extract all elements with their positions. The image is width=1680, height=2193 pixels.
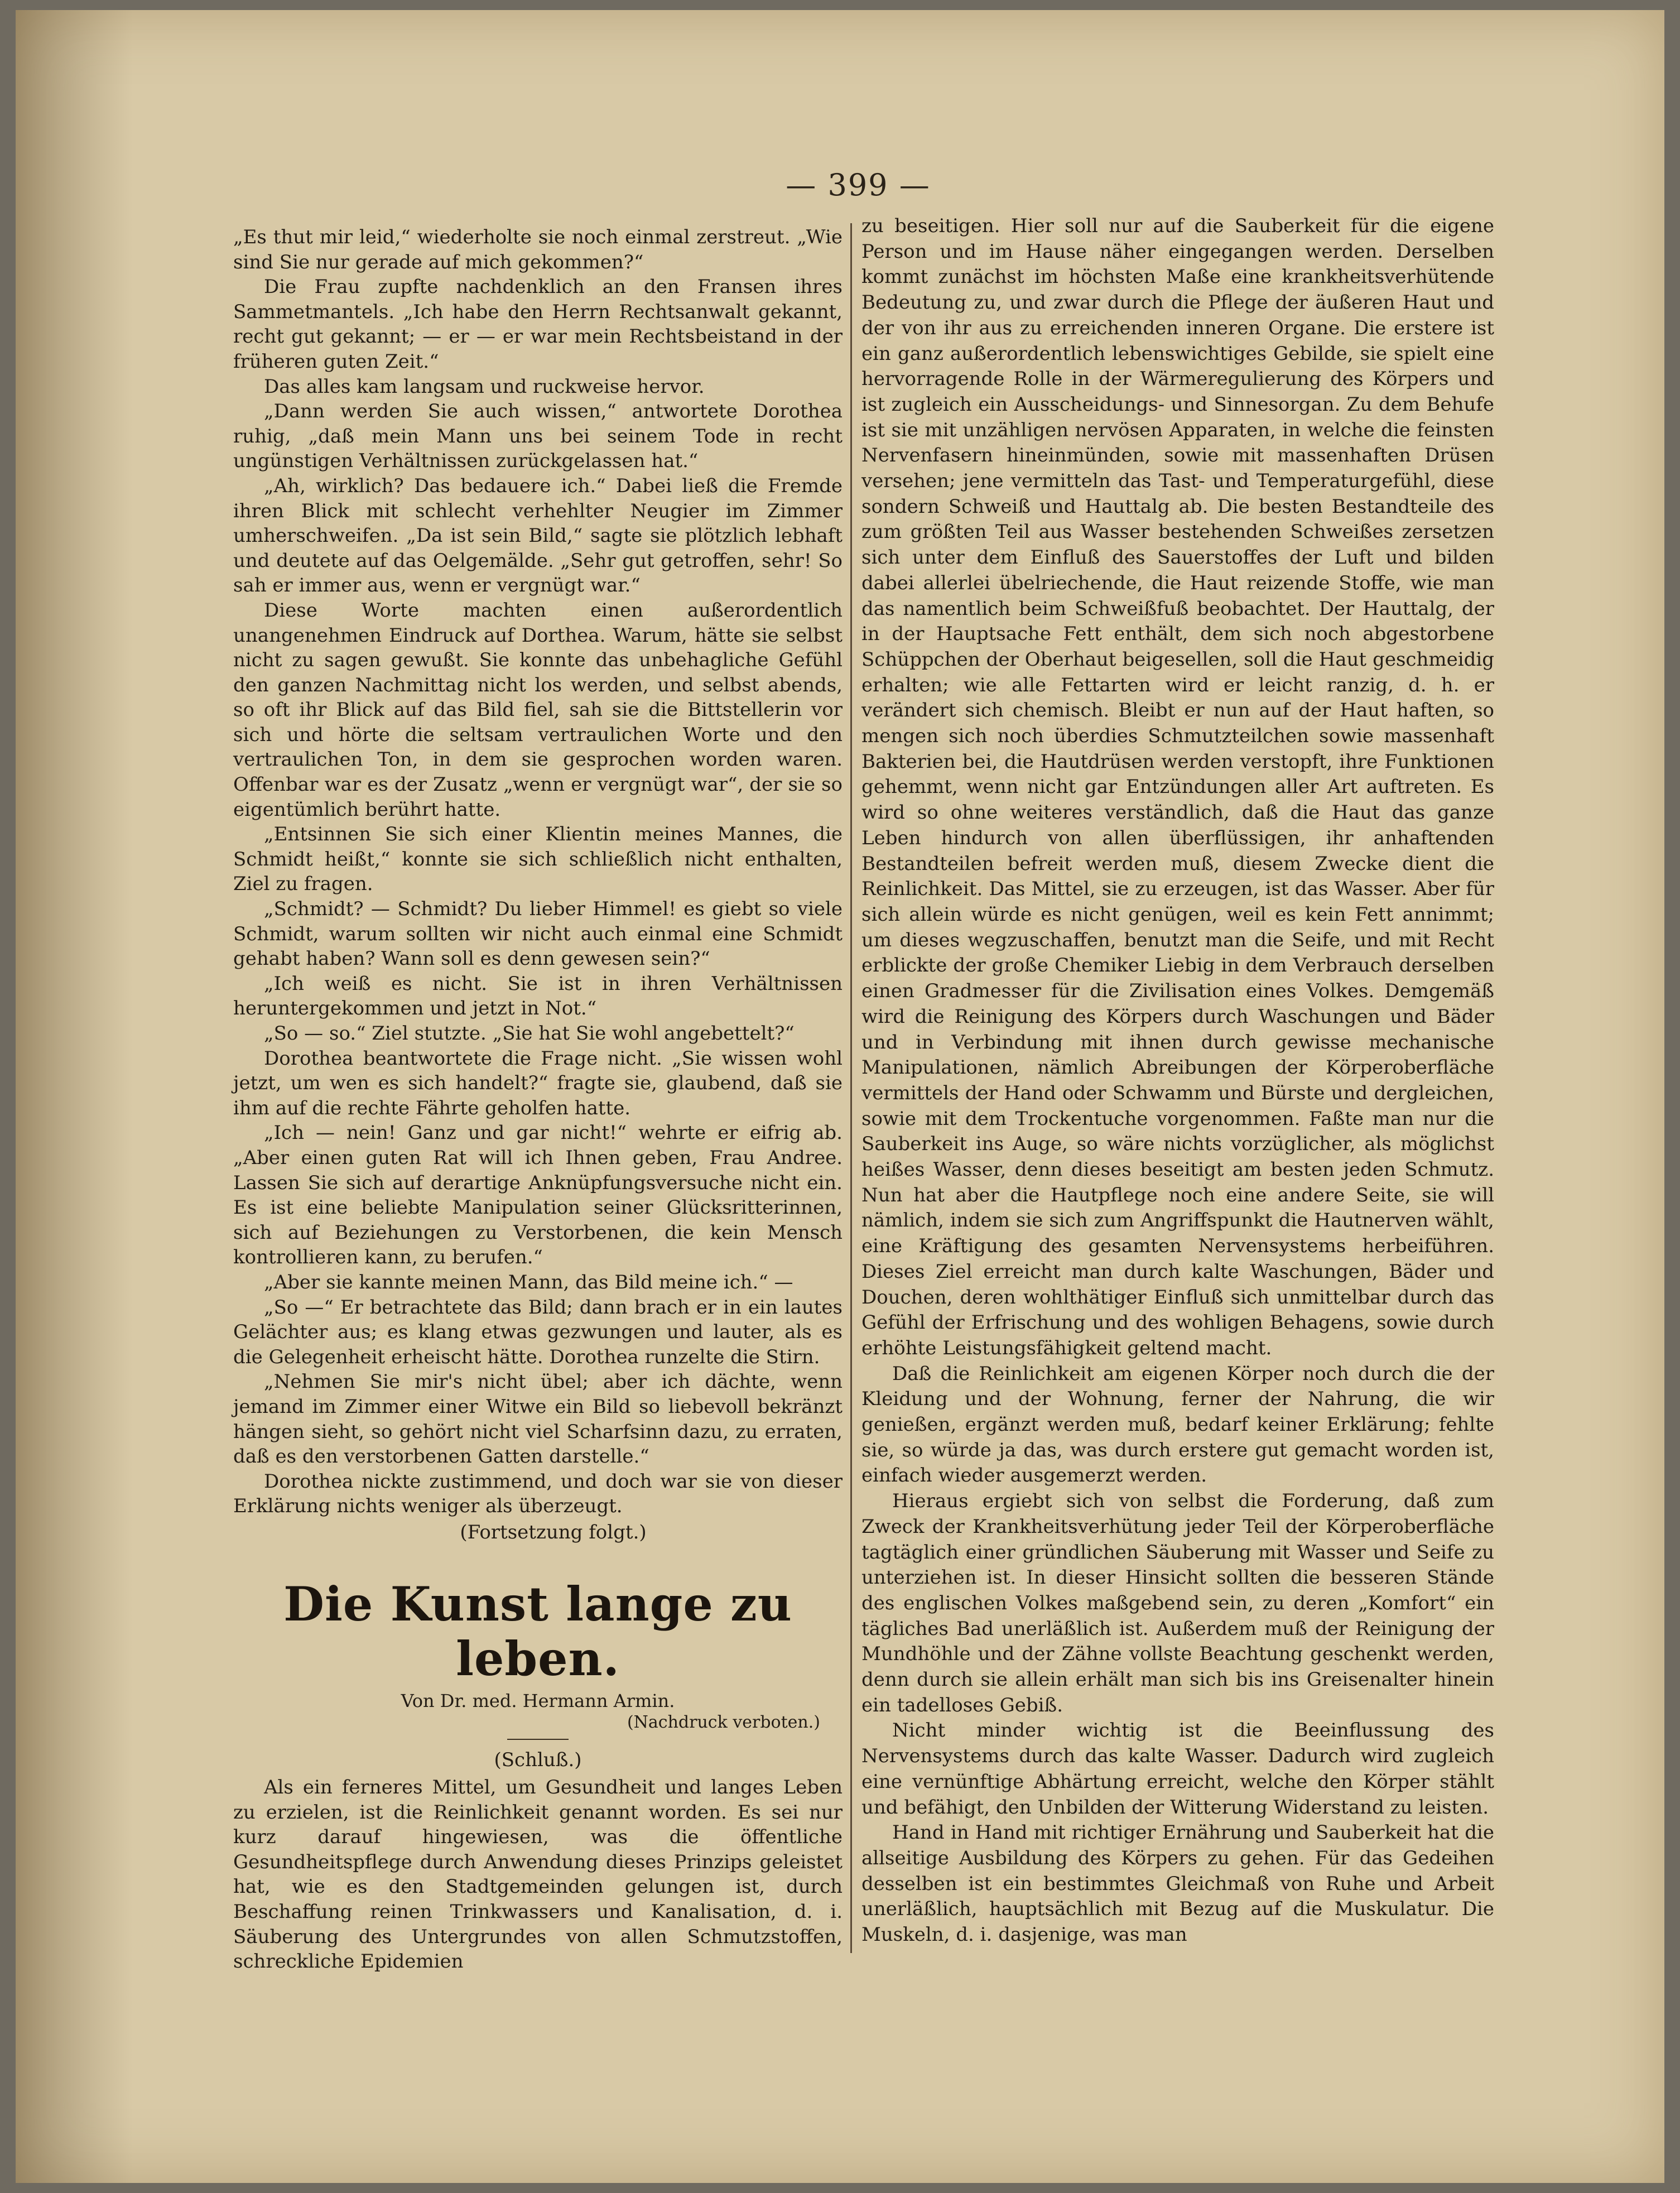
page-spine-shadow: [16, 10, 133, 2183]
story-paragraph: „Schmidt? — Schmidt? Du lieber Himmel! es giebt so viele Schmidt, warum sollten wir nicht auch einmal eine Schmidt gehabt haben? Wann soll es denn gewesen sein?“: [233, 898, 843, 970]
article-paragraph: Daß die Reinlichkeit am eigenen Körper noch durch die der Kleidung und der Wohnung, ferner der Nahrung, die wir genießen, ergänzt werden muß, bedarf keiner Erklärung; fehlte sie, so würde ja das, was durch erstere gut gemacht worden ist, einfach wieder ausgemerzt werden.: [861, 1362, 1494, 1487]
left-column: [233, 225, 843, 1974]
article-paragraph: Hieraus ergiebt sich von selbst die Forderung, daß zum Zweck der Krankheitsverhütung jeder Teil der Körperoberfläche tagtäglich einer gründlichen Säuberung mit Wasser und Seife zu unterziehen ist. In dieser Hinsicht sollten die besseren Stände des englischen Volkes maßgebend sein, zu deren „Komfort“ ein tägliches Bad unerläßlich ist. Außerdem muß der Reinigung der Mundhöhle und der Zähne vollste Beachtung geschenkt werden, denn durch sie allein erhält man sich bis ins Greisenalter hinein ein tadelloses Gebiß.: [861, 1490, 1494, 1716]
story-paragraph: „So —“ Er betrachtete das Bild; dann brach er in ein lautes Gelächter aus; es klang etwas gezwungen und lauter, als es die Gelegenheit erheischt hätte. Dorothea runzelte die Stirn.: [233, 1296, 843, 1368]
story-paragraph: „Ich weiß es nicht. Sie ist in ihren Verhältnissen heruntergekommen und jetzt in Not.“: [233, 972, 843, 1020]
story-paragraph: „Dann werden Sie auch wissen,“ antwortete Dorothea ruhig, „daß mein Mann uns bei seinem Tode in recht ungünstigen Verhältnissen zurückgelassen hat.“: [233, 400, 843, 473]
short-divider: [507, 1739, 569, 1740]
story-paragraph: „Entsinnen Sie sich einer Klientin meines Mannes, die Schmidt heißt,“ konnte sie sich schließlich nicht enthalten, Ziel zu fragen.: [233, 823, 843, 896]
article-paragraph: zu beseitigen. Hier soll nur auf die Sauberkeit für die eigene Person und im Hause näher eingegangen werden. Derselben kommt zunächst im höchsten Maße eine krankheitsverhütende Bedeutung zu, und zwar durch die Pflege der äußeren Haut und der von ihr aus zu erreichenden inneren Organe. Die erstere ist ein ganz außerordentlich lebenswichtiges Gebilde, sie spielt eine hervorragende Rolle in der Wärmeregulierung des Körpers und ist zugleich ein Ausscheidungs- und Sinnesorgan. Zu dem Behufe ist sie mit unzähligen nervösen Apparaten, in welche die feinsten Nervenfasern hineinmünden, sowie mit massenhaften Drüsen versehen; jene vermitteln das Tast- und Temperaturgefühl, diese sondern Schweiß und Hauttalg ab. Die besten Bestandteile des zum größten Teil aus Wasser bestehenden Schweißes zersetzen sich unter dem Einfluß des Sauerstoffes der Luft und bilden dabei allerlei übelriechende, die Haut reizende Stoffe, wie man das namentlich beim Schweißfuß beobachtet. Der Hauttalg, der in der Hauptsache Fett enthält, dem sich noch abgestorbene Schüppchen der Oberhaut beigesellen, soll die Haut geschmeidig erhalten; wie alle Fettarten wird er leicht ranzig, d. h. er verändert sich chemisch. Bleibt er nun auf der Haut haften, so mengen sich noch überdies Schmutzteilchen sowie massenhaft Bakterien bei, die Hautdrüsen werden verstopft, ihre Funktionen gehemmt, wenn nicht gar Entzündungen aller Art auftreten. Es wird so ohne weiteres verständlich, daß die Haut das ganze Leben hindurch von allen überflüssigen, ihr anhaftenden Bestandteilen befreit werden muß, diesem Zwecke dient die Reinlichkeit. Das Mittel, sie zu erzeugen, ist das Wasser. Aber für sich allein würde es nicht genügen, weil es kein Fett annimmt; um dieses wegzuschaffen, benutzt man die Seife, und mit Recht erblickte der große Chemiker Liebig in dem Verbrauch derselben einen Gradmesser für die Zivilisation eines Volkes. Demgemäß wird die Reinigung des Körpers durch Waschungen und Bäder und in Verbindung mit ihnen durch gewisse mechanische Manipulationen, nämlich Abreibungen der Körperoberfläche vermittels der Hand oder Schwamm und Bürste und dergleichen, sowie mit dem Trockentuche vorgenommen. Faßte man nur die Sauberkeit ins Auge, so wäre nichts vorzüglicher, als möglichst heißes Wasser, denn dieses beseitigt am besten jeden Schmutz. Nun hat aber die Hautpflege noch eine andere Seite, sie will nämlich, indem sie sich zum Angriffspunkt die Hautnerven wählt, eine Kräftigung des gesamten Nervensystems herbeiführen. Dieses Ziel erreicht man durch kalte Waschungen, Bäder und Douchen, deren wohlthätiger Einfluß sich unmittelbar durch das Gefühl der Erfrischung und des wohligen Behagens, sowie durch erhöhte Leistungsfähigkeit geltend macht.: [861, 215, 1494, 1359]
story-paragraph: Die Frau zupfte nachdenklich an den Fransen ihres Sammetmantels. „Ich habe den Herrn Rechtsanwalt gekannt, recht gut gekannt; — er — er war mein Rechtsbeistand in der früheren guten Zeit.“: [233, 276, 843, 373]
right-column: [861, 214, 1494, 1948]
article-paragraph: Hand in Hand mit richtiger Ernährung und Sauberkeit hat die allseitige Ausbildung des Körpers zu gehen. Für das Gedeihen desselben ist ein bestimmtes Gleichmaß von Ruhe und Arbeit unerläßlich, hauptsächlich mit Bezug auf die Muskulatur. Die Muskeln, d. i. dasjenige, was man: [861, 1821, 1494, 1946]
article-byline: Von Dr. med. Hermann Armin.: [401, 1690, 675, 1712]
article-paragraph: Als ein ferneres Mittel, um Gesundheit und langes Leben zu erzielen, ist die Reinlichkeit genannt worden. Es sei nur kurz darauf hingewiesen, was die öffentliche Gesundheitspflege durch Anwendung dieses Prinzips geleistet hat, wie es den Stadtgemeinden gelungen ist, durch Beschaffung reinen Trinkwassers und Kanalisation, d. i. Säuberung des Untergrundes von allen Schmutzstoffen, schreckliche Epidemien: [233, 1776, 843, 1973]
story-paragraph: Diese Worte machten einen außerordentlich unangenehmen Eindruck auf Dorthea. Warum, hätte sie selbst nicht zu sagen gewußt. Sie konnte das unbehagliche Gefühl den ganzen Nachmittag nicht los werden, und selbst abends, so oft ihr Blick auf das Bild fiel, sah sie die Bittstellerin vor sich und hörte die seltsam vertraulichen Worte und den vertraulichen Ton, in dem sie gesprochen worden waren. Offenbar war es der Zusatz „wenn er vergnügt war“, der sie so eigentümlich berührt hatte.: [233, 599, 843, 821]
story-paragraph: „Es thut mir leid,“ wiederholte sie noch einmal zerstreut. „Wie sind Sie nur gerade auf mich gekommen?“: [233, 226, 843, 273]
column-divider: [850, 223, 852, 1953]
story-paragraph: Das alles kam langsam und ruckweise hervor.: [264, 375, 705, 398]
story-paragraph: „Aber sie kannte meinen Mann, das Bild meine ich.“ —: [264, 1271, 793, 1293]
continued-note: (Fortsetzung folgt.): [460, 1521, 647, 1543]
article-title: Die Kunst lange zu leben.: [283, 1576, 792, 1687]
story-paragraph: „Ich — nein! Ganz und gar nicht!“ wehrte er eifrig ab. „Aber einen guten Rat will ich Ihnen geben, Frau Andree. Lassen Sie sich auf derartige Anknüpfungsversuche nicht ein. Es ist eine beliebte Manipulation seiner Glücksritterinnen, sich auf Beziehungen zu Verstorbenen, die kein Mensch kontrollieren kann, zu berufen.“: [233, 1122, 843, 1269]
story-paragraph: „Nehmen Sie mir's nicht übel; aber ich dächte, wenn jemand im Zimmer einer Witwe ein Bild so liebevoll bekränzt hängen sieht, so gehört nicht viel Scharfsinn dazu, zu erraten, daß es den verstorbenen Gatten darstelle.“: [233, 1370, 843, 1468]
story-paragraph: Dorothea nickte zustimmend, und doch war sie von dieser Erklärung nichts weniger als überzeugt.: [233, 1470, 843, 1518]
story-paragraph: „So — so.“ Ziel stutzte. „Sie hat Sie wohl angebettelt?“: [264, 1022, 795, 1045]
page-number: — 399 —: [786, 167, 931, 203]
story-paragraph: „Ah, wirklich? Das bedauere ich.“ Dabei ließ die Fremde ihren Blick mit schlecht verhehlter Neugier im Zimmer umherschweifen. „Da ist sein Bild,“ sagte sie plötzlich lebhaft und deutete auf das Oelgemälde. „Sehr gut getroffen, sehr! So sah er immer aus, wenn er vergnügt war.“: [233, 474, 843, 597]
story-paragraph: Dorothea beantwortete die Frage nicht. „Sie wissen wohl jetzt, um wen es sich handelt?“ fragte sie, glaubend, daß sie ihm auf die rechte Fährte geholfen hatte.: [233, 1047, 843, 1119]
newspaper-page: [16, 10, 1664, 2183]
rights-notice: (Nachdruck verboten.): [627, 1713, 820, 1733]
article-paragraph: Nicht minder wichtig ist die Beeinflussung des Nervensystems durch das kalte Wasser. Dadurch wird zugleich eine vernünftige Abhärtung erreicht, welche den Körper stählt und befähigt, den Unbilden der Witterung Widerstand zu leisten.: [861, 1719, 1494, 1819]
conclusion-label: (Schluß.): [494, 1749, 582, 1772]
